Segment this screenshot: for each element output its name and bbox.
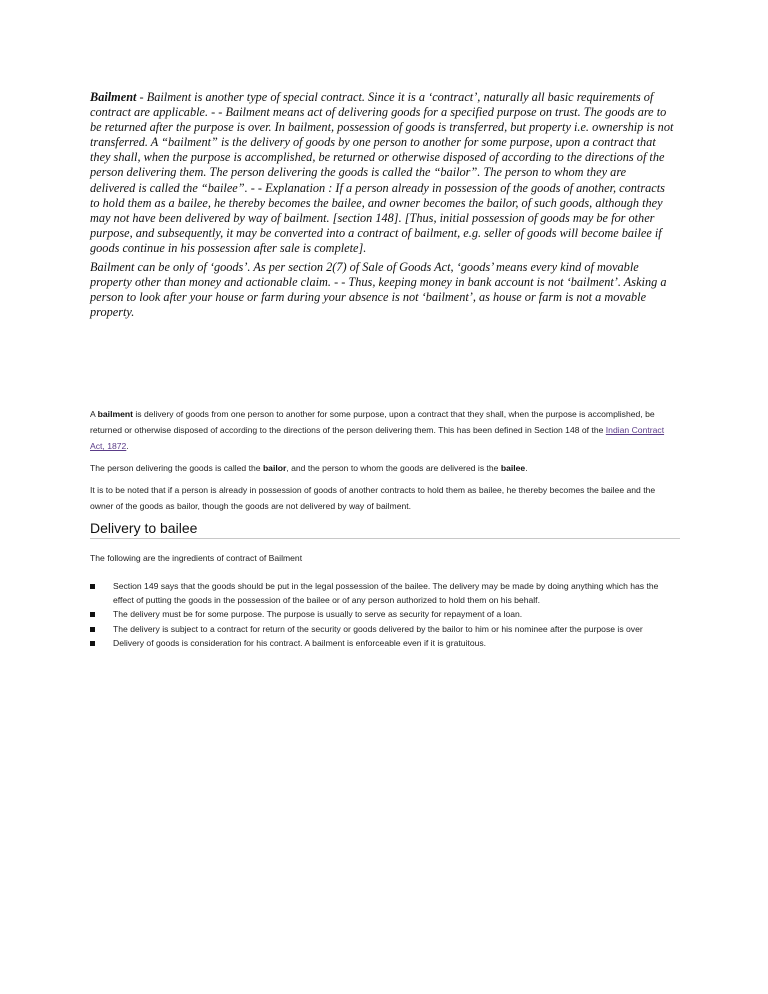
sans-section [90, 406, 680, 652]
serif-paragraph-2: Bailment can be only of ‘goods’. As per section 2(7) of Sale of Goods Act, ‘goods’ means every kind of movable property other than money and actionable claim. - - Thus, keeping money in bank account is not ‘bailment’. Asking a person to look after your house or farm during your absence is not ‘bailment’, as house or farm is not a movable property. [90, 260, 667, 320]
bailor-text-a: The person delivering the goods is called the [90, 463, 263, 473]
list-item-text: Delivery of goods is consideration for his contract. A bailment is enforceable even if it is gratuitous. [113, 638, 487, 649]
bailor-bold: bailor [262, 463, 287, 473]
bailee-bold: bailee [500, 463, 526, 473]
definition-text-c: . [126, 441, 129, 451]
definition-text-a: A [90, 409, 98, 419]
serif-paragraph-1-text: - Bailment is another type of special contract. Since it is a ‘contract’, naturally all basic requirements of contract are applicable. - - Bailment means act of delivering goods for a specified purpose on trust. The goods are to be returned after the purpose is over. In bailment, possession of goods is transferred, but property i.e. ownership is not transferred. A “bailment” is the delivery of goods by one person to another for some purpose, upon a contract that they shall, when the purpose is accomplished, be returned or otherwise disposed of according to the directions of the person delivering them. The person delivering the goods is called the “bailor”. The person to whom they are delivered is called the “bailee”. - - Explanation : If a person already in possession of the goods of another, contracts to hold them as a bailee, he thereby becomes the bailee, and owner becomes the bailor, of such goods, although they may not have been delivered by way of bailment. [section 148]. [Thus, initial possession of goods may be for other purpose, and subsequently, it may be converted into a contract of bailment, e.g. seller of goods will become bailee if goods continue in his possession after sale is complete]. [90, 90, 674, 255]
definition-text-b: is delivery of goods from one person to another for some purpose, upon a contract that they shall, when the purpose is accomplished, be returned or otherwise disposed of according to the directions of the person delivering them. This has been defined in Section 148 of the [90, 409, 655, 435]
square-bullet-icon [90, 627, 95, 632]
list-item-text: Section 149 says that the goods should be put in the legal possession of the bailee. The delivery may be made by doing anything which has the effect of putting the goods in the possession of the bailee or of any person authorized to hold them on his behalf. [113, 581, 659, 605]
square-bullet-icon [90, 584, 95, 589]
indian-contract-act-link[interactable]: Indian Contract Act, 1872 [90, 425, 665, 451]
serif-section [90, 90, 674, 324]
serif-paragraph-1 [90, 90, 674, 256]
list-item [90, 637, 680, 651]
list-item [90, 580, 680, 607]
bailor-bailee-paragraph [90, 460, 680, 476]
list-item [90, 608, 680, 622]
list-item [90, 623, 680, 637]
square-bullet-icon [90, 641, 95, 646]
list-item-text: The delivery is subject to a contract for return of the security or goods delivered by the bailor to him or his nominee after the purpose is over [113, 623, 643, 634]
delivery-to-bailee-heading: Delivery to bailee [90, 520, 680, 539]
ingredients-intro: The following are the ingredients of contract of Bailment [90, 553, 303, 563]
ingredients-list [90, 580, 680, 651]
bailment-bold: bailment [97, 409, 133, 419]
possession-paragraph: It is to be noted that if a person is already in possession of goods of another contracts to hold them as bailee, he thereby becomes the bailee and the owner of the goods as bailor, though the goods are not delivered by way of bailment. [90, 485, 656, 511]
bailor-text-b: , and the person to whom the goods are delivered is the [286, 463, 501, 473]
bailment-term: Bailment [90, 90, 137, 104]
square-bullet-icon [90, 612, 95, 617]
list-item-text: The delivery must be for some purpose. The purpose is usually to serve as security for repayment of a loan. [113, 609, 523, 620]
definition-paragraph [90, 406, 680, 454]
bailor-text-c: . [525, 463, 528, 473]
